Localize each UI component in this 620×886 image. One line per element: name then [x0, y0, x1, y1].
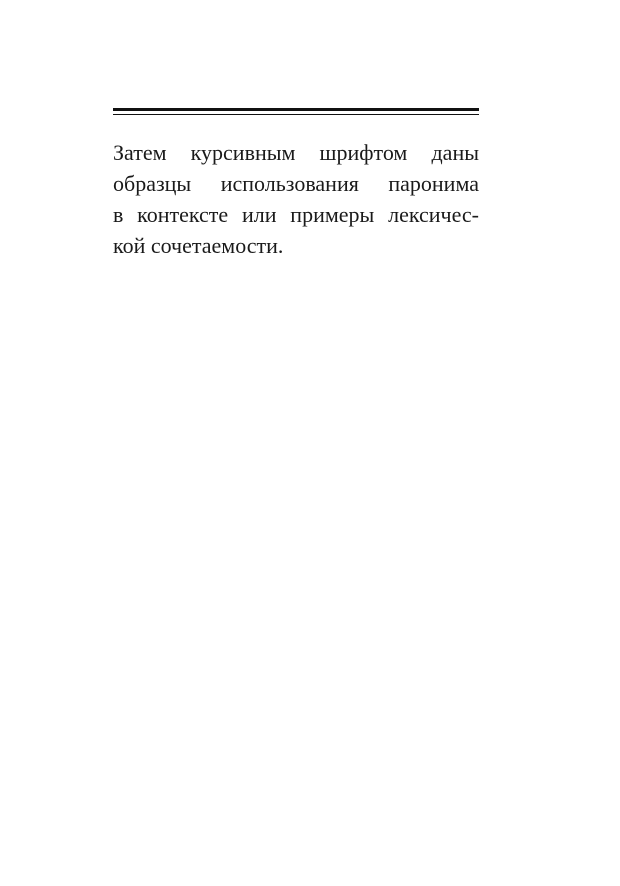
header-rule-thin [113, 114, 479, 115]
header-rule [113, 108, 479, 115]
paragraph-line: кой сочетаемости. [113, 233, 284, 258]
paragraph-line: образцы использования паронима [113, 171, 479, 196]
body-paragraph [113, 137, 479, 261]
paragraph-line: в контексте или примеры лексичес- [113, 202, 479, 227]
paragraph-line: Затем курсивным шрифтом даны [113, 140, 479, 165]
